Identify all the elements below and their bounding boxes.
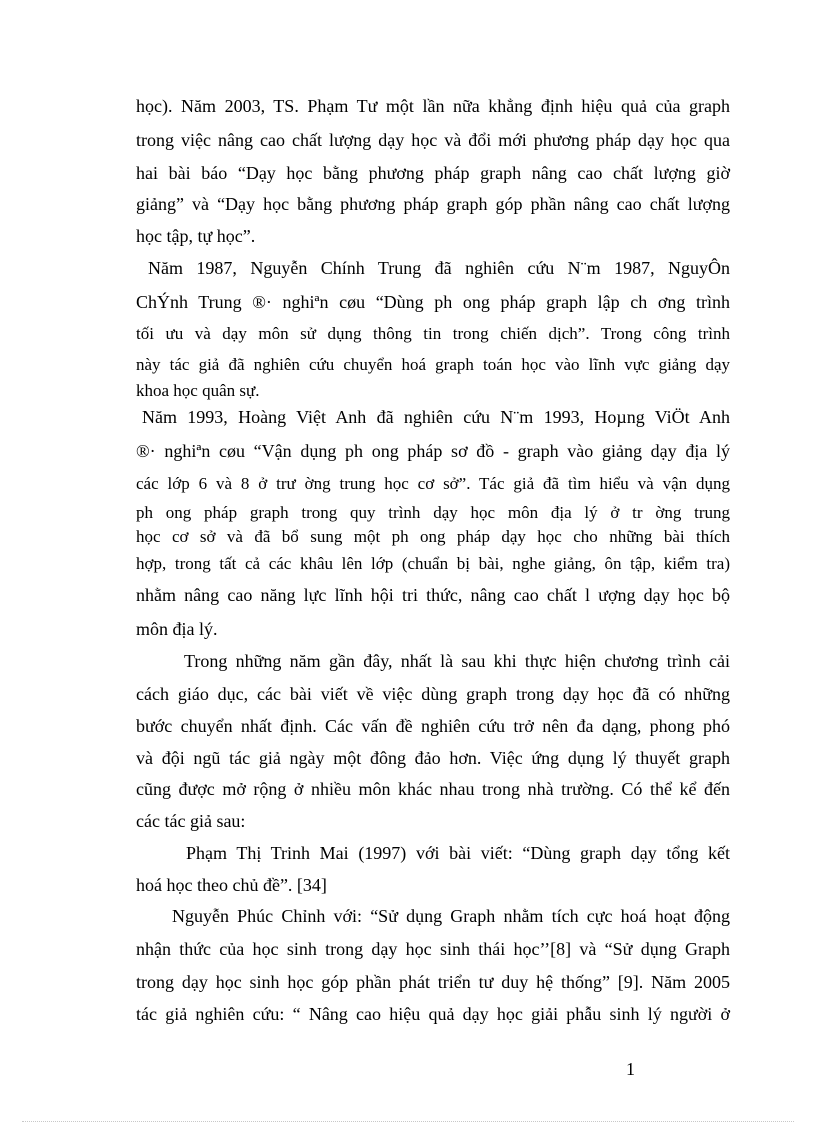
- text-line: cách giáo dục, các bài viết về việc dùng graph trong dạy học đã có những: [136, 684, 730, 704]
- text-line: ChÝnh Trung ®· nghiªn cøu “Dùng ph ong pháp graph lập ch ơng trình: [136, 292, 730, 312]
- text-line: tối ưu và dạy môn sử dụng thông tin trong chiến dịch”. Trong công trình: [136, 324, 730, 343]
- text-line: hai bài báo “Dạy học bằng phương pháp graph nâng cao chất lượng giờ: [136, 163, 730, 183]
- text-line: bước chuyển nhất định. Các vấn đề nghiên cứu trở nên đa dạng, phong phó: [136, 716, 730, 736]
- text-line: học tập, tự học”.: [136, 226, 256, 246]
- text-line: và đội ngũ tác giả ngày một đông đảo hơn. Việc ứng dụng lý thuyết graph: [136, 748, 730, 768]
- text-line: các tác giả sau:: [136, 811, 246, 831]
- text-line: cũng được mở rộng ở nhiều môn khác nhau trong nhà trường. Có thể kể đến: [136, 779, 730, 799]
- text-line: Trong những năm gần đây, nhất là sau khi thực hiện chương trình cải: [184, 651, 730, 671]
- text-line: môn địa lý.: [136, 619, 218, 639]
- text-line: trong việc nâng cao chất lượng dạy học và đổi mới phương pháp dạy học qua: [136, 130, 730, 150]
- text-line: nhận thức của học sinh trong dạy học sinh thái học’’[8] và “Sử dụng Graph: [136, 939, 730, 959]
- text-line: Năm 1993, Hoàng Việt Anh đã nghiên cứu N¨m 1993, Hoµng ViÖt Anh: [142, 407, 730, 427]
- text-line: ph ong pháp graph trong quy trình dạy học môn địa lý ở tr ờng trung: [136, 503, 730, 522]
- page-bottom-rule: [22, 1121, 794, 1122]
- page-number: 1: [626, 1059, 635, 1079]
- text-line: khoa học quân sự.: [136, 381, 260, 400]
- text-line: học). Năm 2003, TS. Phạm Tư một lần nữa khẳng định hiệu quả của graph: [136, 96, 730, 116]
- text-line: tác giả nghiên cứu: “ Nâng cao hiệu quả dạy học giải phẫu sinh lý người ở: [136, 1004, 730, 1024]
- text-line: ®· nghiªn cøu “Vận dụng ph ong pháp sơ đồ - graph vào giảng dạy địa lý: [136, 441, 730, 461]
- text-line: giảng” và “Dạy học bằng phương pháp graph góp phần nâng cao chất lượng: [136, 194, 730, 214]
- text-line: các lớp 6 và 8 ở trư ờng trung học cơ sở”. Tác giả đã tìm hiểu và vận dụng: [136, 474, 730, 493]
- text-line: Năm 1987, Nguyễn Chính Trung đã nghiên cứu N¨m 1987, NguyÔn: [148, 258, 730, 278]
- text-line: học cơ sở và đã bổ sung một ph ong pháp dạy học cho những bài thích: [136, 527, 730, 546]
- text-line: nhằm nâng cao năng lực lĩnh hội tri thức, nâng cao chất l ượng dạy học bộ: [136, 585, 730, 605]
- text-line: Nguyễn Phúc Chỉnh với: “Sử dụng Graph nhằm tích cực hoá hoạt động: [172, 906, 730, 926]
- text-line: này tác giả đã nghiên cứu chuyển hoá graph toán học vào lĩnh vực giảng dạy: [136, 355, 730, 374]
- text-line: Phạm Thị Trinh Mai (1997) với bài viết: “Dùng graph dạy tổng kết: [186, 843, 730, 863]
- text-line: trong dạy học sinh học góp phần phát triển tư duy hệ thống” [9]. Năm 2005: [136, 972, 730, 992]
- text-line: hợp, trong tất cả các khâu lên lớp (chuẩn bị bài, nghe giảng, ôn tập, kiểm tra): [136, 554, 730, 573]
- text-line: hoá học theo chủ đề”. [34]: [136, 875, 327, 895]
